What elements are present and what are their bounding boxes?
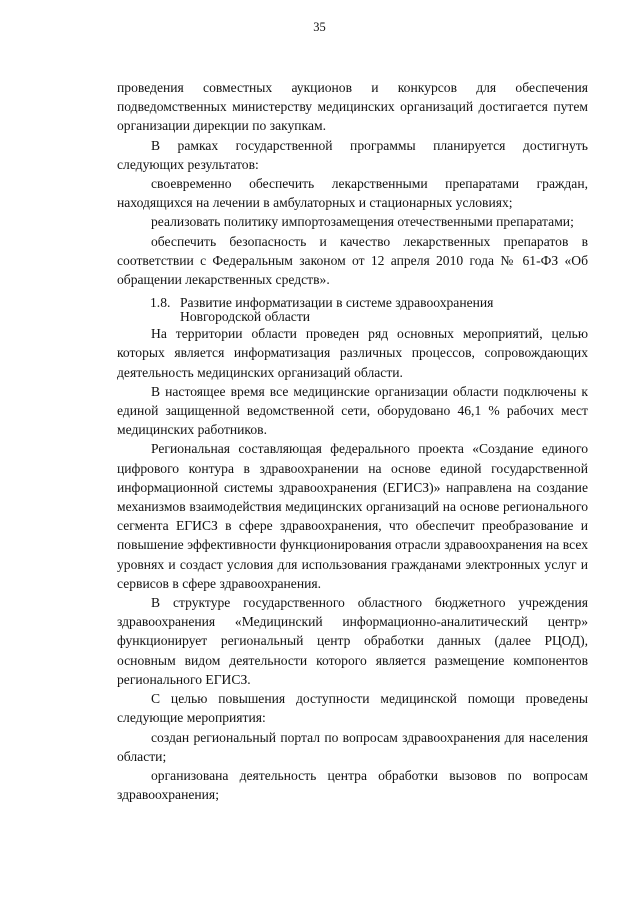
page-number: 35 [313, 20, 326, 34]
paragraph-procurement: проведения совместных аукционов и конкурсов для обеспечения подведомственных министерству медицинских организаций достигается путем организации дирекции по закупкам. [117, 80, 588, 134]
paragraph-result-import: реализовать политику импортозамещения отечественными препаратами; [151, 214, 574, 230]
paragraph-informatization: На территории области проведен ряд основных мероприятий, целью которых является информатизация различных процессов, сопровождающих деятельность медицинских организаций области. [117, 326, 588, 380]
section-title-line2: Новгородской области [180, 309, 311, 325]
paragraph-measure-portal: создан региональный портал по вопросам здравоохранения для населения области; [117, 729, 588, 764]
section-title-line1: Развитие информатизации в системе здравоохранения [180, 295, 494, 311]
section-number: 1.8. [150, 295, 171, 311]
paragraph-egisz: Региональная составляющая федерального проекта «Создание единого цифрового контура в здравоохранении на основе единой государственной информационной системы здравоохранения (ЕГИСЗ)» направлена на создание механизмов взаимодействия медицинских организаций на основе регионального сегмента ЕГИСЗ в сфере здравоохранения, что обеспечит преобразование и повышение эффективности функционирования отрасли здравоохранения на всех уровнях и создаст условия для использования гражданами электронных услуг и сервисов в сфере здравоохранения. [117, 441, 588, 591]
document-body [117, 78, 588, 804]
paragraph-results-intro: В рамках государственной программы планируется достигнуть следующих результатов: [117, 137, 588, 172]
paragraph-rcod: В структуре государственного областного бюджетного учреждения здравоохранения «Медицинский информационно-аналитический центр» функционирует региональный центр обработки данных (далее РЦОД), основным видом деятельности которого является размещение компонентов регионального ЕГИСЗ. [117, 595, 588, 687]
paragraph-network: В настоящее время все медицинские организации области подключены к единой защищенной ведомственной сети, оборудовано 46,1 % рабочих мест медицинских работников. [117, 383, 588, 438]
paragraph-measure-call-center: организована деятельность центра обработки вызовов по вопросам здравоохранения; [117, 767, 588, 803]
paragraph-result-safety: обеспечить безопасность и качество лекарственных препаратов в соответствии с Федеральным законом от 12 апреля 2010 года № 61-ФЗ «Об обращении лекарственных средств». [117, 233, 588, 288]
paragraph-measures-intro: С целью повышения доступности медицинской помощи проведены следующие мероприятия: [117, 691, 588, 726]
paragraph-result-supply: своевременно обеспечить лекарственными препаратами граждан, находящихся на лечении в амбулаторных и стационарных условиях; [117, 176, 588, 211]
section-heading [150, 296, 588, 324]
